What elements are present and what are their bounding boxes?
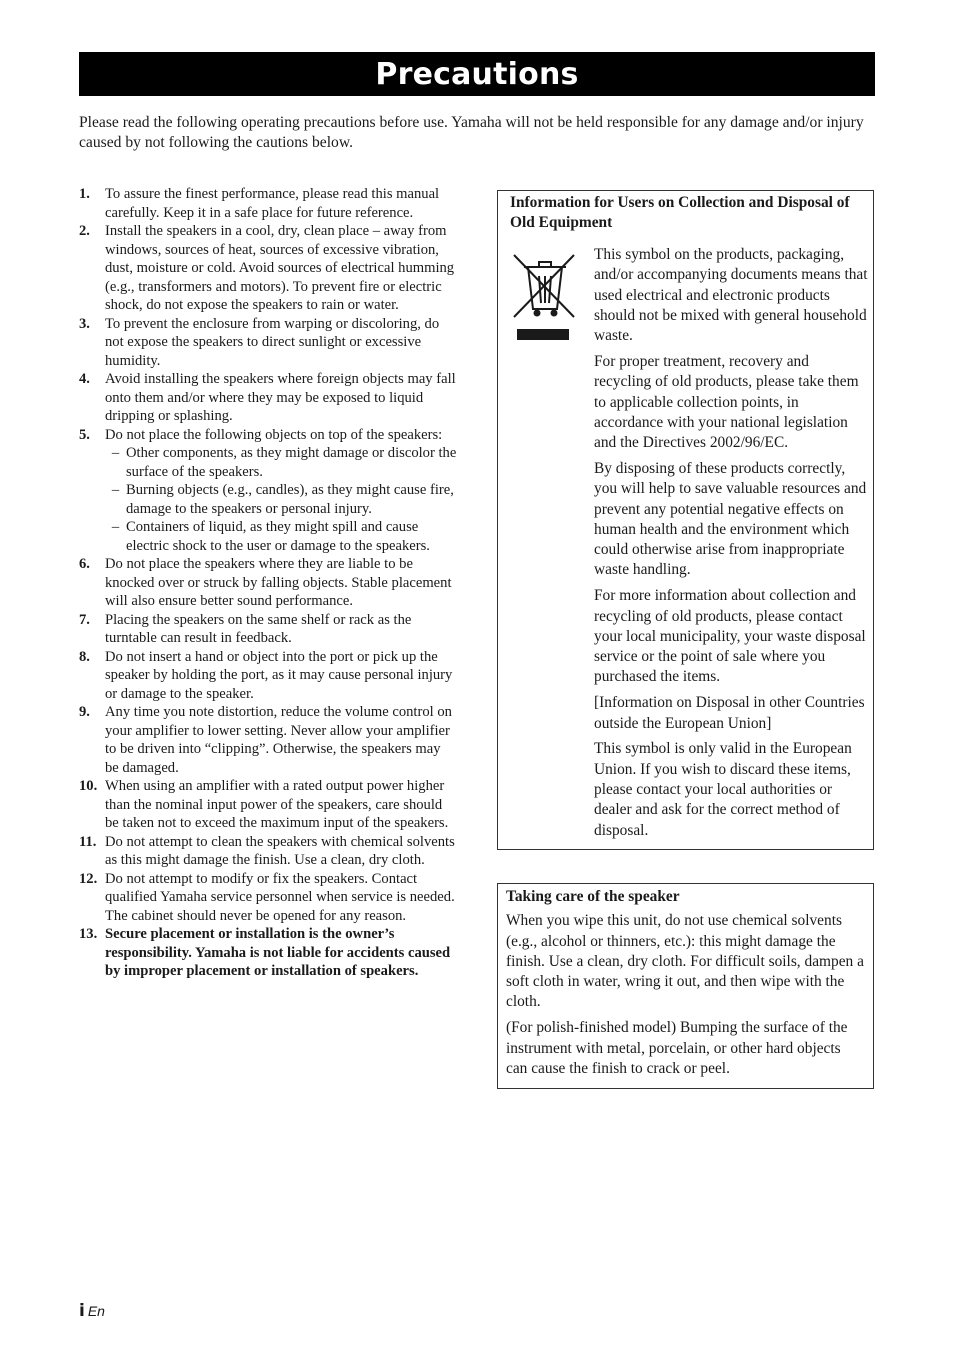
precaution-item <box>79 648 457 704</box>
precaution-subitem: – Containers of liquid, as they might spill and cause electric shock to the user or damage to the speakers. <box>111 519 430 554</box>
precaution-text: Install the speakers in a cool, dry, clean place – away from windows, sources of heat, sources of excessive vibration, dust, moisture or cold. Avoid sources of electrical humming (e.g., transformers and motors). To prevent fire or electric shock, do not expose the speakers to rain or water. <box>105 223 455 313</box>
precaution-text: To assure the finest performance, please read this manual carefully. Keep it in a safe place for future reference. <box>105 186 440 221</box>
crossed-out-wheelie-bin-icon <box>512 251 578 346</box>
disposal-info-box <box>497 190 874 850</box>
precaution-item <box>79 833 457 870</box>
precaution-item <box>79 611 457 648</box>
precaution-text: Do not attempt to clean the speakers with chemical solvents as this might damage the finish. Use a clean, dry cloth. <box>105 833 455 868</box>
care-box <box>497 883 874 1089</box>
disposal-paragraph: By disposing of these products correctly, you will help to save valuable resources and prevent any potential negative effects on human health and the environment which could otherwise arise from inappropriate waste handling. <box>594 459 867 579</box>
precaution-item <box>79 703 457 777</box>
disposal-text <box>594 245 869 846</box>
precaution-item <box>79 925 457 981</box>
disposal-paragraph: For proper treatment, recovery and recycling of old products, please take them to applicable collection points, in accordance with your national legislation and the Directives 2002/96/EC. <box>594 352 859 452</box>
precaution-item <box>79 315 457 371</box>
precaution-number: 13. <box>79 926 98 942</box>
precaution-number: 1. <box>79 186 90 202</box>
precaution-text: Secure placement or installation is the owner’s responsibility. Yamaha is not liable for accidents caused by improper placement or installation of speakers. <box>105 926 451 979</box>
precaution-number: 3. <box>79 315 90 332</box>
precaution-number: 9. <box>79 704 90 720</box>
disposal-paragraph: This symbol on the products, packaging, and/or accompanying documents means that used electrical and electronic products should not be mixed with general household waste. <box>594 246 868 345</box>
precaution-number: 10. <box>79 778 98 794</box>
disposal-heading: Information for Users on Collection and Disposal of Old Equipment <box>510 194 850 231</box>
precaution-number: 2. <box>79 223 90 239</box>
precaution-number: 8. <box>79 648 90 665</box>
precaution-item <box>79 222 457 315</box>
page-title: Precautions <box>375 56 579 92</box>
precaution-item <box>79 370 457 426</box>
care-heading: Taking care of the speaker <box>506 888 680 905</box>
disposal-paragraph: This symbol is only valid in the European Union. If you wish to discard these items, please contact your local authorities or dealer and ask for the correct method of disposal. <box>594 740 852 839</box>
precaution-item <box>79 426 457 556</box>
precaution-subitem: – Other components, as they might damage or discolor the surface of the speakers. <box>111 445 457 480</box>
precaution-number: 12. <box>79 870 98 887</box>
care-paragraph: (For polish-finished model) Bumping the surface of the instrument with metal, porcelain, or other hard objects can cause the finish to crack or peel. <box>506 1019 848 1077</box>
precaution-subitem: – Burning objects (e.g., candles), as they might cause fire, damage to the speakers or personal injury. <box>111 482 454 517</box>
precaution-text: Do not attempt to modify or fix the speakers. Contact qualified Yamaha service personnel when service is needed. The cabinet should never be opened for any reason. <box>105 870 455 924</box>
precaution-text: To prevent the enclosure from warping or discoloring, do not expose the speakers to direct sunlight or excessive humidity. <box>105 315 440 369</box>
disposal-paragraph: For more information about collection and recycling of old products, please contact your local municipality, your waste disposal service or the point of sale where you purchased the items. <box>594 587 866 686</box>
precaution-number: 6. <box>79 556 90 572</box>
precaution-text: Do not insert a hand or object into the port or pick up the speaker by holding the port, as it may cause personal injury or damage to the speaker. <box>105 648 453 702</box>
precautions-list <box>79 185 457 981</box>
precaution-item <box>79 555 457 611</box>
precaution-text: When using an amplifier with a rated output power higher than the nominal input power of the speakers, care should be taken not to exceed the maximum input of the speakers. <box>105 778 449 831</box>
precaution-text: Do not place the speakers where they are liable to be knocked over or struck by falling objects. Stable placement will also ensure better sound performance. <box>105 556 452 609</box>
language-code: En <box>87 1303 105 1319</box>
precaution-item <box>79 870 457 926</box>
page-footer <box>79 1301 105 1321</box>
precaution-text: Placing the speakers on the same shelf or rack as the turntable can result in feedback. <box>105 611 412 646</box>
precaution-item <box>79 777 457 833</box>
precaution-text: Any time you note distortion, reduce the volume control on your amplifier to lower setting. Never allow your amplifier to be driven into “clipping”. Otherwise, the speakers may be damaged. <box>105 704 452 776</box>
precaution-number: 7. <box>79 611 90 628</box>
intro-paragraph: Please read the following operating precautions before use. Yamaha will not be held responsible for any damage and/or injury caused by not following the cautions below. <box>79 114 864 151</box>
precaution-number: 5. <box>79 426 90 443</box>
precaution-number: 4. <box>79 371 90 387</box>
precaution-number: 11. <box>79 833 97 850</box>
precaution-text: Avoid installing the speakers where foreign objects may fall onto them and/or where they may be exposed to liquid dripping or splashing. <box>105 371 456 424</box>
precaution-text: Do not place the following objects on top of the speakers: <box>105 426 443 443</box>
page-number: i <box>79 1301 85 1321</box>
precaution-item <box>79 185 457 222</box>
title-bar <box>79 52 875 96</box>
care-text <box>506 911 865 1079</box>
disposal-paragraph: [Information on Disposal in other Countries outside the European Union] <box>594 694 865 732</box>
care-paragraph: When you wipe this unit, do not use chemical solvents (e.g., alcohol or thinners, etc.): this might damage the finish. Use a clean, dry cloth. For difficult soils, dampen a soft cloth in water, wring it out, and then wipe with the cloth. <box>506 912 864 1011</box>
